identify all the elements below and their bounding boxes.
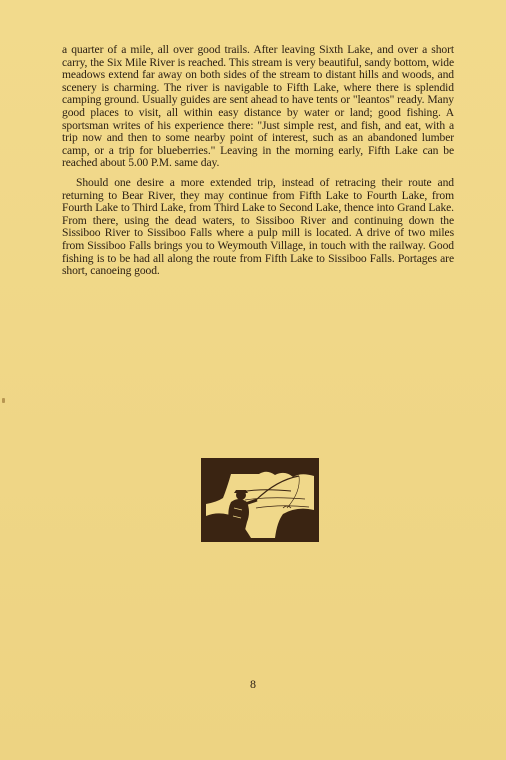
paper-speck [2,398,5,403]
distant-figure [217,484,220,492]
angler-fishing-illustration [201,458,319,542]
woodcut-vignette [201,458,319,542]
paragraph-2: Should one desire a more extended trip, instead of retracing their route and returning to Bear River, they may continue from Fifth Lake to Fourth Lake, from Fourth Lake to Third Lake, from Third Lake to Second Lake, thence into Grand Lake. From there, using the dead waters, to Sissiboo River and continuing down the Sissiboo River to Sissiboo Falls where a pulp mill is located. A drive of two miles from Sissiboo Falls brings you to Weymouth Village, in touch with the railway. Good fishing is to be had all along the route from Fifth Lake to Sissiboo Falls. Portages are short, canoeing good. [62,175,454,278]
paragraph-1: a quarter of a mile, all over good trails. After leaving Sixth Lake, and over a short carry, the Six Mile River is reached. This stream is very beautiful, sandy bottom, wide meadows extend far away on both sides of the stream to distant hills and woods, and scenery is charming. The river is navigable to Fifth Lake, where there is splendid camping ground. Usually guides are sent ahead to have tents or "leantos" ready. Many good places to visit, all within easy distance by water or land; good fishing. A sportsman writes of his experience there: "Just simple rest, and fish, and eat, with a trip now and then to some nearby point of interest, such as an abandoned lumber camp, or a trip for blueberries." Leaving in the morning early, Fifth Lake can be reached about 5.00 P.M. same day. [62,43,454,170]
page-number: 8 [250,677,256,691]
body-text [62,44,454,278]
